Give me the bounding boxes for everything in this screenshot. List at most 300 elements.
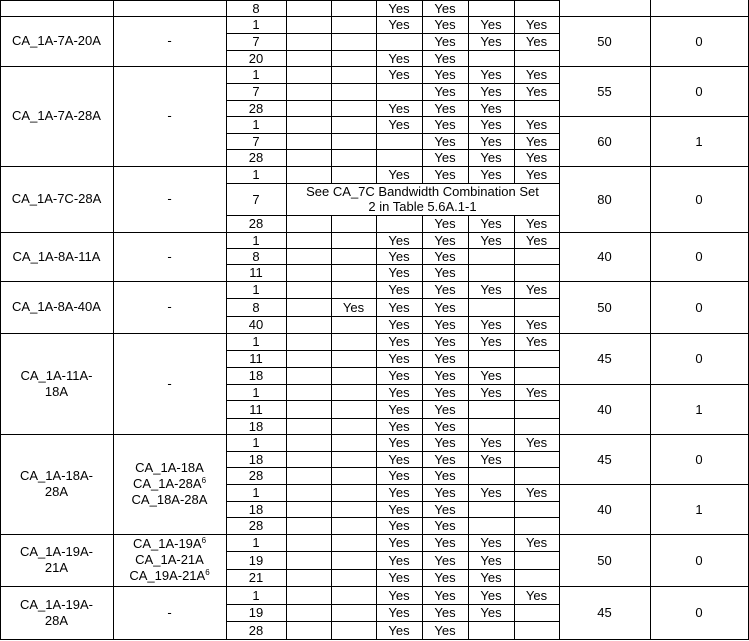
grid-line [331, 350, 332, 368]
bandwidth-support: Yes [434, 368, 456, 383]
grid-line [286, 116, 287, 134]
fallback-text: CA_1A-28A [132, 476, 202, 491]
bandwidth-support: Yes [388, 435, 410, 450]
bandwidth-support: Yes [480, 232, 502, 248]
band-number: 1 [252, 334, 260, 349]
grid-line [286, 501, 287, 518]
grid-line [514, 50, 515, 67]
bandwidth-support: Yes [434, 117, 456, 132]
grid-line [331, 83, 332, 101]
grid-line [376, 133, 377, 150]
fallback-item [132, 492, 208, 508]
ca-config-name-text: CA_1A-18A-28A [20, 468, 93, 499]
grid-line [331, 501, 332, 518]
fallback-item [167, 191, 171, 207]
grid-line [286, 66, 287, 84]
bandwidth-support: Yes [434, 351, 456, 366]
fallback-text: - [167, 604, 172, 620]
bandwidth-support: Yes [388, 587, 410, 603]
bandwidth-combination-set: 0 [695, 552, 703, 568]
fallback-combinations [113, 166, 226, 232]
bandwidth-support: Yes [434, 435, 456, 450]
grid-line [286, 100, 287, 117]
band-number: 1 [252, 117, 260, 132]
bandwidth-support: Yes [525, 216, 548, 231]
grid-line [286, 418, 287, 435]
bandwidth-support: Yes [434, 232, 456, 248]
bandwidth-combination-set: 0 [695, 33, 703, 49]
ca-config-name [4, 66, 109, 166]
bandwidth-support: Yes [434, 150, 456, 165]
grid-line [286, 298, 287, 317]
band-number: 8 [252, 0, 260, 16]
bandwidth-support: Yes [434, 299, 456, 315]
bandwidth-support: Yes [434, 587, 456, 603]
band-number: 7 [252, 84, 260, 99]
bandwidth-support: Yes [525, 67, 548, 82]
band-number: 1 [252, 384, 260, 400]
bandwidth-support: Yes [388, 17, 410, 32]
ca-config-name [4, 232, 109, 281]
grid-line [331, 133, 332, 150]
band-number: 19 [248, 605, 264, 620]
bandwidth-support: Yes [480, 17, 502, 32]
grid-line [331, 517, 332, 535]
grid-line [331, 484, 332, 502]
bandwidth-support: Yes [434, 468, 456, 483]
ca-config-name [17, 434, 97, 534]
bandwidth-support: Yes [388, 0, 410, 16]
bandwidth-support: Yes [434, 317, 456, 332]
grid-line [468, 264, 469, 282]
band-number: 11 [249, 351, 263, 366]
bandwidth-support: Yes [434, 265, 456, 280]
bandwidth-support: Yes [525, 587, 548, 603]
grid-line [468, 298, 469, 317]
band-number: 1 [252, 587, 260, 603]
bandwidth-combination-set: 0 [695, 299, 703, 315]
max-aggregated-bandwidth: 80 [597, 191, 612, 207]
bandwidth-combination-set: 1 [695, 401, 703, 417]
bandwidth-support: Yes [525, 535, 548, 550]
bandwidth-combination-set: 0 [695, 249, 703, 264]
bandwidth-support: Yes [480, 133, 502, 149]
grid-line [514, 418, 515, 435]
band-number: 1 [252, 232, 260, 248]
bandwidth-support: Yes [480, 150, 502, 165]
grid-line [331, 66, 332, 84]
bandwidth-support: Yes [525, 150, 548, 165]
bandwidth-support: Yes [388, 282, 410, 297]
bandwidth-support: Yes [388, 334, 410, 349]
grid-line [514, 367, 515, 385]
grid-line [514, 264, 515, 282]
bandwidth-support: Yes [434, 248, 456, 264]
max-aggregated-bandwidth: 40 [597, 401, 612, 417]
grid-line [514, 501, 515, 518]
grid-line [468, 0, 469, 17]
grid-line [331, 16, 332, 34]
grid-line [331, 586, 332, 605]
grid-line [514, 350, 515, 368]
grid-line [376, 149, 377, 167]
grid-line [286, 16, 287, 34]
bandwidth-support: Yes [388, 232, 410, 248]
grid-line [468, 467, 469, 485]
grid-line [0, 0, 1, 640]
bandwidth-support: Yes [480, 117, 502, 132]
bandwidth-support: Yes [434, 401, 456, 417]
bandwidth-support: Yes [434, 570, 456, 585]
grid-line [331, 418, 332, 435]
bandwidth-support: Yes [434, 100, 456, 116]
fallback-combinations [113, 66, 226, 166]
grid-line [286, 551, 287, 570]
bandwidth-support: Yes [434, 133, 456, 149]
fallback-text: CA_19A-21A [129, 568, 206, 583]
grid-line [331, 264, 332, 282]
bandwidth-support: Yes [480, 587, 502, 603]
bandwidth-note: See CA_7C Bandwidth Combination Set 2 in Table 5.6A.1-1 [306, 184, 539, 214]
fallback-text: CA_18A-28A [131, 492, 208, 507]
grid-line [286, 248, 287, 265]
bandwidth-support: Yes [480, 334, 502, 349]
bandwidth-support: Yes [480, 451, 502, 467]
ca-config-name-text: CA_1A-7A-20A [12, 33, 101, 48]
band-number: 7 [252, 133, 260, 149]
bandwidth-support: Yes [480, 317, 502, 332]
grid-line [286, 316, 287, 334]
bandwidth-support: Yes [525, 84, 548, 99]
fallback-text: - [167, 33, 172, 48]
bandwidth-support: Yes [388, 501, 410, 517]
bandwidth-support: Yes [434, 0, 456, 16]
grid-line [331, 166, 332, 184]
bandwidth-support: Yes [388, 351, 410, 366]
max-aggregated-bandwidth: 50 [597, 552, 612, 568]
grid-line [286, 434, 287, 452]
fallback-combinations [113, 534, 226, 586]
grid-line [286, 333, 287, 351]
fallback-combinations [113, 333, 226, 434]
bandwidth-support: Yes [388, 468, 410, 483]
grid-line [286, 281, 287, 299]
grid-line [0, 0, 227, 1]
bandwidth-support: Yes [480, 84, 502, 99]
max-aggregated-bandwidth: 45 [597, 351, 612, 366]
bandwidth-support: Yes [525, 334, 548, 349]
band-number: 40 [248, 317, 264, 332]
grid-line [286, 534, 287, 552]
bandwidth-support: Yes [480, 384, 502, 400]
fallback-item [135, 460, 204, 476]
band-number: 11 [249, 265, 263, 280]
fallback-text: CA_1A-19A [132, 536, 202, 551]
grid-line [331, 232, 332, 249]
bandwidth-support: Yes [434, 552, 456, 568]
bandwidth-support: Yes [525, 17, 548, 32]
bandwidth-support: Yes [388, 622, 410, 638]
fallback-text: CA_1A-21A [135, 552, 204, 567]
fallback-item [167, 299, 171, 315]
bandwidth-support: Yes [388, 67, 410, 82]
grid-line [331, 621, 332, 640]
band-number: 28 [248, 216, 264, 231]
band-number: 28 [248, 468, 264, 483]
bandwidth-support: Yes [434, 282, 456, 297]
grid-line [331, 116, 332, 134]
grid-line [468, 350, 469, 368]
bandwidth-support: Yes [434, 501, 456, 517]
bandwidth-support: Yes [434, 216, 456, 231]
grid-line [331, 215, 332, 233]
band-number: 8 [252, 248, 260, 264]
bandwidth-support: Yes [480, 34, 502, 49]
ca-config-name [17, 586, 97, 639]
grid-line [514, 551, 515, 570]
fallback-text: - [167, 299, 172, 314]
bandwidth-support: Yes [525, 384, 548, 400]
bandwidth-combination-set: 0 [695, 605, 703, 620]
fallback-text: CA_1A-18A [135, 460, 204, 475]
band-number: 1 [252, 17, 260, 32]
band-number: 28 [248, 100, 264, 116]
bandwidth-support: Yes [480, 167, 502, 182]
band-number: 18 [248, 501, 264, 517]
band-number: 19 [248, 552, 264, 568]
bandwidth-support: Yes [388, 265, 410, 280]
grid-line [331, 384, 332, 401]
bandwidth-support: Yes [434, 17, 456, 32]
grid-line [514, 467, 515, 485]
grid-line [286, 400, 287, 419]
bandwidth-support: Yes [388, 570, 410, 585]
grid-line [286, 0, 287, 17]
grid-line [514, 621, 515, 640]
bandwidth-support: Yes [388, 50, 410, 66]
fallback-text: - [167, 248, 172, 264]
grid-line [286, 484, 287, 502]
bandwidth-support: Yes [434, 84, 456, 99]
bandwidth-support: Yes [388, 299, 410, 315]
band-number: 18 [248, 418, 264, 434]
fallback-combinations [113, 281, 226, 333]
bandwidth-support: Yes [434, 50, 456, 66]
bandwidth-support: Yes [525, 282, 548, 297]
bandwidth-support: Yes [525, 167, 548, 182]
fallback-item [129, 568, 209, 584]
grid-line [331, 281, 332, 299]
grid-line [286, 50, 287, 67]
grid-line [331, 451, 332, 468]
bandwidth-support: Yes [525, 133, 548, 149]
max-aggregated-bandwidth: 60 [597, 133, 612, 149]
footnote-marker: 6 [205, 568, 210, 577]
bandwidth-support: Yes [388, 518, 410, 533]
fallback-text: - [167, 375, 172, 391]
footnote-marker: 6 [201, 536, 207, 545]
grid-line [331, 467, 332, 485]
bandwidth-combination-set: 0 [695, 191, 703, 207]
bandwidth-support: Yes [525, 485, 548, 500]
grid-line [331, 0, 332, 17]
grid-line [331, 333, 332, 351]
grid-line [376, 33, 377, 51]
bandwidth-support: Yes [434, 67, 456, 82]
band-number: 7 [252, 191, 260, 207]
fallback-text: - [167, 191, 172, 206]
band-number: 18 [248, 368, 264, 383]
grid-line [468, 418, 469, 435]
grid-line [286, 367, 287, 385]
bandwidth-support: Yes [480, 435, 502, 450]
grid-line [331, 316, 332, 334]
grid-line [514, 604, 515, 622]
grid-line [376, 83, 377, 101]
bandwidth-support: Yes [388, 535, 410, 550]
ca-config-name-text: CA_1A-11A-18A [20, 367, 93, 399]
grid-line [286, 621, 287, 640]
bandwidth-support: Yes [480, 605, 502, 620]
bandwidth-combination-set: 0 [695, 451, 703, 467]
fallback-combinations [113, 16, 226, 66]
grid-line [286, 350, 287, 368]
grid-line [514, 400, 515, 419]
grid-line [468, 400, 469, 419]
grid-line [331, 604, 332, 622]
bandwidth-support: Yes [480, 552, 502, 568]
grid-line [286, 604, 287, 622]
bandwidth-support: Yes [480, 100, 502, 116]
grid-line [286, 215, 287, 233]
bandwidth-support: Yes [388, 384, 410, 400]
grid-line [468, 248, 469, 265]
band-number: 11 [249, 401, 263, 417]
footnote-marker: 6 [201, 476, 207, 485]
band-number: 1 [252, 485, 260, 500]
bandwidth-combination-set: 1 [695, 133, 703, 149]
bandwidth-support: Yes [434, 451, 456, 467]
grid-line [468, 501, 469, 518]
grid-line [514, 451, 515, 468]
bandwidth-support: Yes [388, 317, 410, 332]
grid-line [331, 33, 332, 51]
bandwidth-support: Yes [480, 570, 502, 585]
max-aggregated-bandwidth: 40 [597, 501, 612, 517]
band-number: 28 [248, 518, 264, 533]
band-number: 1 [252, 535, 260, 550]
fallback-item [167, 108, 171, 124]
bandwidth-support: Yes [388, 248, 410, 264]
grid-line [286, 83, 287, 101]
grid-line [331, 149, 332, 167]
bandwidth-support: Yes [480, 67, 502, 82]
bandwidth-support: Yes [434, 334, 456, 349]
fallback-combinations [113, 434, 226, 534]
grid-line [331, 50, 332, 67]
bandwidth-support: Yes [388, 418, 410, 434]
grid-line [286, 517, 287, 535]
band-number: 7 [252, 34, 260, 49]
fallback-item [167, 33, 171, 49]
bandwidth-support: Yes [388, 100, 410, 116]
ca-config-name-text: CA_1A-8A-40A [12, 299, 101, 314]
grid-line [468, 621, 469, 640]
bandwidth-support: Yes [434, 485, 456, 500]
fallback-combinations [113, 586, 226, 639]
bandwidth-support: Yes [525, 435, 548, 450]
bandwidth-combination-set: 0 [695, 351, 703, 366]
band-number: 1 [252, 167, 260, 182]
grid-line [468, 517, 469, 535]
fallback-item [135, 552, 204, 568]
grid-line [331, 534, 332, 552]
grid-line [286, 467, 287, 485]
band-number: 28 [248, 150, 264, 165]
ca-config-name [17, 333, 97, 434]
max-aggregated-bandwidth: 45 [597, 605, 612, 620]
grid-line [376, 215, 377, 233]
bandwidth-support: Yes [525, 232, 548, 248]
band-number: 1 [252, 282, 260, 297]
ca-config-name-text: CA_1A-19A-28A [20, 596, 93, 628]
max-aggregated-bandwidth: 55 [597, 83, 612, 99]
grid-line [0, 639, 749, 640]
fallback-item [167, 376, 171, 392]
grid-line [331, 551, 332, 570]
grid-line [286, 149, 287, 167]
bandwidth-support: Yes [434, 418, 456, 434]
bandwidth-support: Yes [388, 167, 410, 182]
grid-line [514, 100, 515, 117]
bandwidth-support: Yes [388, 605, 410, 620]
bandwidth-support: Yes [342, 299, 365, 315]
bandwidth-support: Yes [434, 535, 456, 550]
bandwidth-support: Yes [434, 518, 456, 533]
band-number: 21 [248, 570, 264, 585]
max-aggregated-bandwidth: 40 [597, 249, 612, 264]
grid-line [514, 569, 515, 587]
bandwidth-support: Yes [434, 622, 456, 638]
fallback-item [133, 536, 206, 552]
ca-config-name-text: CA_1A-19A-21A [20, 544, 93, 575]
band-number: 8 [252, 299, 260, 315]
bandwidth-support: Yes [388, 552, 410, 568]
bandwidth-support: Yes [388, 485, 410, 500]
ca-config-name [17, 534, 97, 586]
bandwidth-support: Yes [525, 317, 548, 332]
fallback-text: - [167, 108, 172, 123]
bandwidth-support: Yes [525, 34, 548, 49]
grid-line [514, 248, 515, 265]
grid-line [286, 586, 287, 605]
band-number: 20 [248, 50, 264, 66]
grid-line [286, 33, 287, 51]
grid-line [286, 232, 287, 249]
bandwidth-support: Yes [434, 34, 456, 49]
max-aggregated-bandwidth: 45 [597, 451, 612, 467]
bandwidth-support: Yes [388, 117, 410, 132]
grid-line [286, 133, 287, 150]
bandwidth-support: Yes [480, 216, 502, 231]
grid-line [286, 451, 287, 468]
fallback-combinations [113, 232, 226, 281]
bandwidth-support: Yes [434, 605, 456, 620]
band-number: 1 [252, 435, 260, 450]
grid-line [331, 400, 332, 419]
ca-config-name-text: CA_1A-8A-11A [12, 248, 101, 264]
ca-config-name [4, 281, 109, 333]
